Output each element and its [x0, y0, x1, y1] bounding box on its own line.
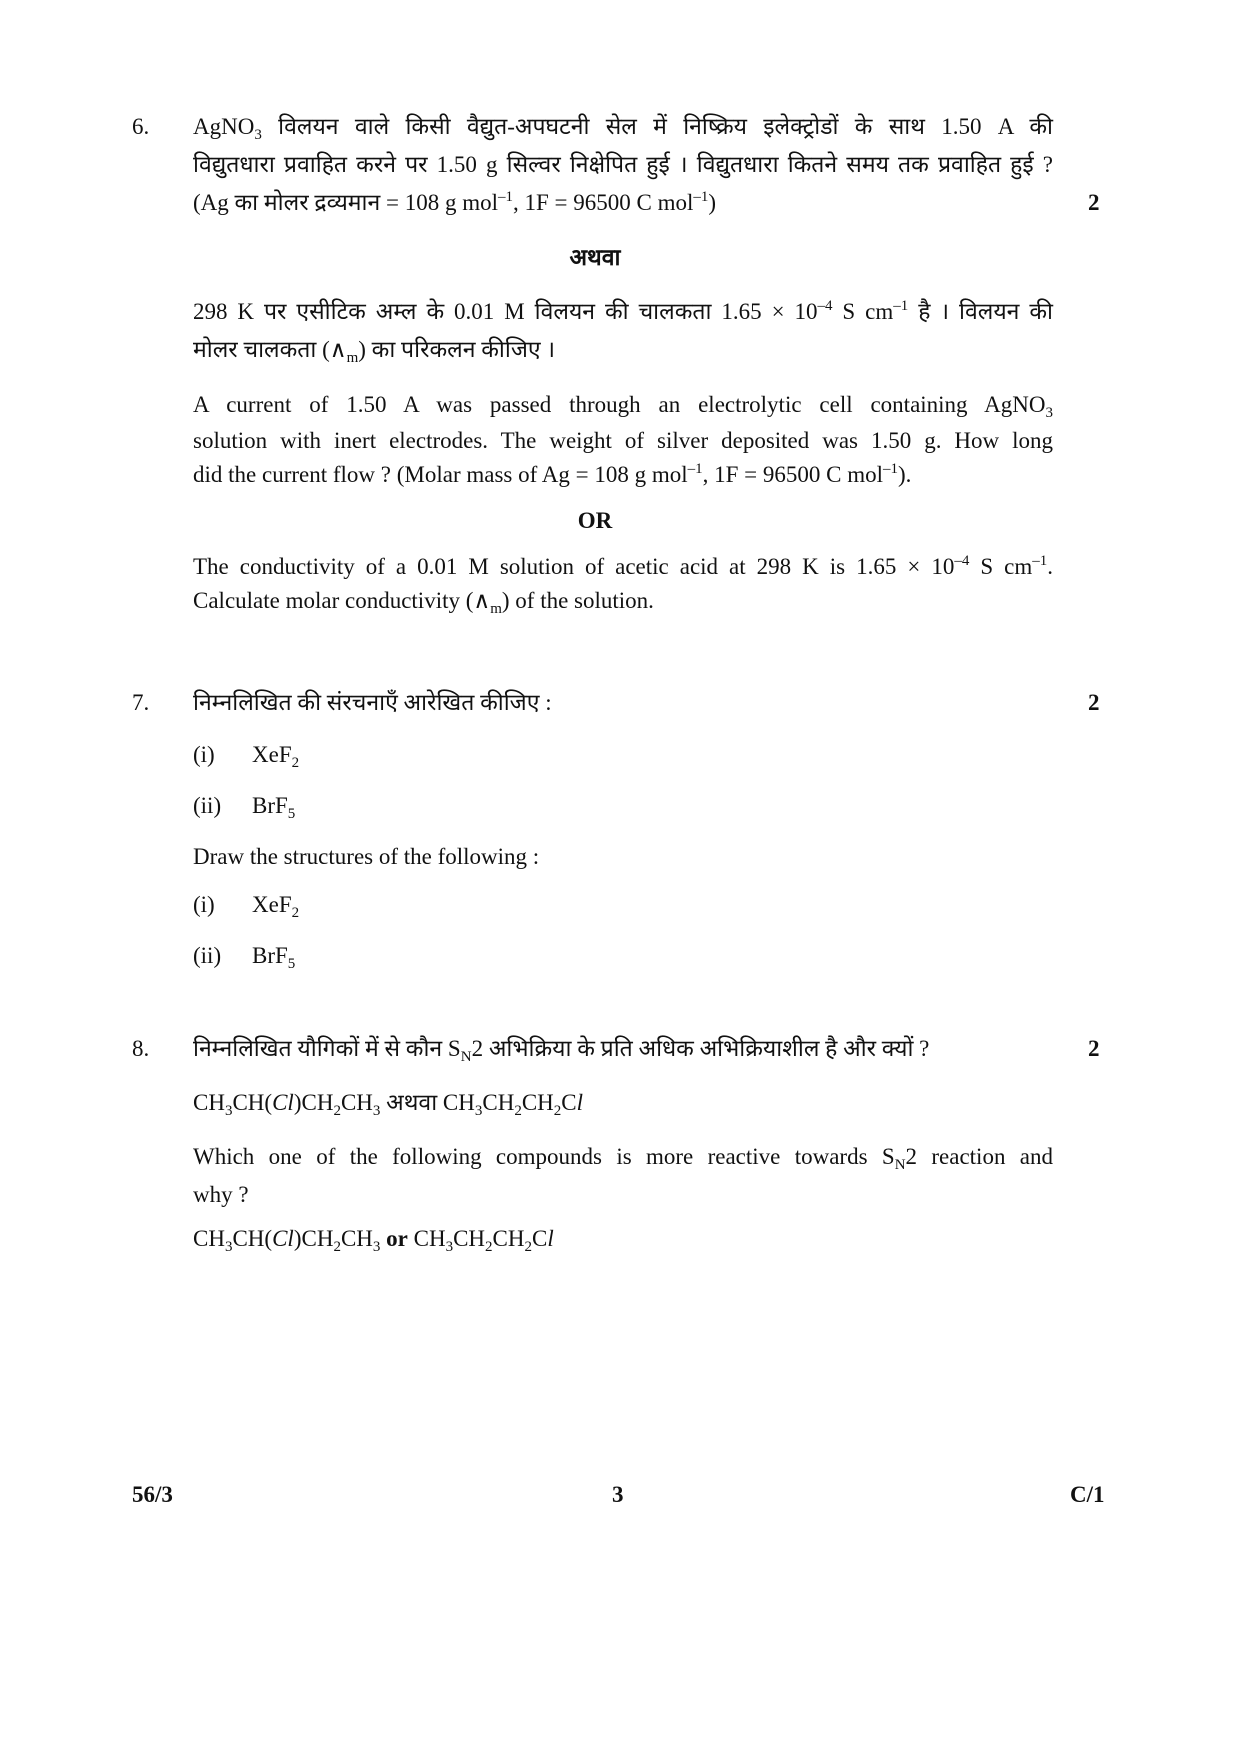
q7-en-opt1-label: (i) [193, 892, 215, 917]
q7-hi-opt1-label: (i) [193, 742, 215, 767]
q6-alt-english-line-2: Calculate molar conductivity $(\wedge_m)$ of the solution. [193, 588, 654, 617]
q8-english-compounds: $CH_3CH(Cl)CH_2CH_3$ or $CH_3CH_2CH_2Cl$ [193, 1226, 554, 1255]
q6-or-english: OR [577, 508, 613, 533]
q7-hi-opt1-formula: XeF$_2$ [252, 742, 300, 771]
q8-english-line-2: why ? [193, 1182, 249, 1207]
footer-set-code: C/1 [1070, 1482, 1105, 1507]
q6-alt-english-line-1: The conductivity of a 0.01 M solution of acetic acid at 298 K is $1.65 \times 10^{-4}$ S $cm^{-1}$. [193, 553, 1054, 579]
q6-english-line-2: solution with inert electrodes. The weight of silver deposited was 1.50 g. How long [193, 428, 1053, 453]
q7-hindi-prompt: निम्नलिखित की संरचनाएँ आरेखित कीजिए : [193, 690, 552, 715]
q7-en-opt2-formula: BrF$_5$ [252, 943, 296, 972]
q6-english-line-1: A current of 1.50 A was passed through an electrolytic cell containing AgNO$_3$ [193, 392, 1053, 421]
footer-page-number: 3 [612, 1482, 624, 1507]
q7-en-opt1-formula: XeF$_2$ [252, 892, 300, 921]
q7-english-prompt: Draw the structures of the following : [193, 844, 540, 869]
footer-paper-code: 56/3 [132, 1482, 173, 1507]
q6-hindi-line-2: विद्युतधारा प्रवाहित करने पर 1.50 g सिल्वर निक्षेपित हुई । विद्युतधारा कितने समय तक प्रवाहित हुई ? [193, 152, 1053, 177]
q8-number: 8. [132, 1036, 150, 1061]
q7-marks: 2 [1088, 690, 1100, 715]
q8-english-line-1: Which one of the following compounds is more reactive towards $S_N2$ reaction and [193, 1144, 1053, 1173]
q7-hi-opt2-label: (ii) [193, 793, 222, 818]
q6-marks: 2 [1088, 190, 1100, 215]
q8-marks: 2 [1088, 1036, 1100, 1061]
q6-english-line-3: did the current flow ? (Molar mass of Ag = 108 g mol$^{-1}$, 1F = 96500 C mol$^{-1}$). [193, 461, 912, 487]
q6-number: 6. [132, 114, 150, 139]
q8-hindi-compounds: $CH_3CH(Cl)CH_2CH_3$ अथवा $CH_3CH_2CH_2Cl$ [193, 1090, 583, 1119]
q6-alt-hindi-line-1: 298 K पर एसीटिक अम्ल के 0.01 M विलयन की चालकता $1.65 \times 10^{-4}$ S $cm^{-1}$ है । विलयन की [193, 298, 1054, 324]
q6-alt-hindi-line-2: मोलर चालकता $(\wedge_m)$ का परिकलन कीजिए । [193, 337, 556, 366]
q6-hindi-line-1: AgNO$_3$ विलयन वाले किसी वैद्युत-अपघटनी सेल में निष्क्रिय इलेक्ट्रोडों के साथ 1.50 A की [193, 114, 1053, 143]
q7-number: 7. [132, 690, 150, 715]
q7-hi-opt2-formula: BrF$_5$ [252, 793, 296, 822]
q7-en-opt2-label: (ii) [193, 943, 222, 968]
q6-or-hindi: अथवा [569, 245, 621, 270]
q6-hindi-line-3: (Ag का मोलर द्रव्यमान = 108 g mol$^{-1}$, 1F = 96500 C mol$^{-1}$) [193, 189, 717, 215]
q8-hindi-prompt: निम्नलिखित यौगिकों में से कौन $S_N2$ अभिक्रिया के प्रति अधिक अभिक्रियाशील है और क्यों ? [193, 1036, 930, 1065]
